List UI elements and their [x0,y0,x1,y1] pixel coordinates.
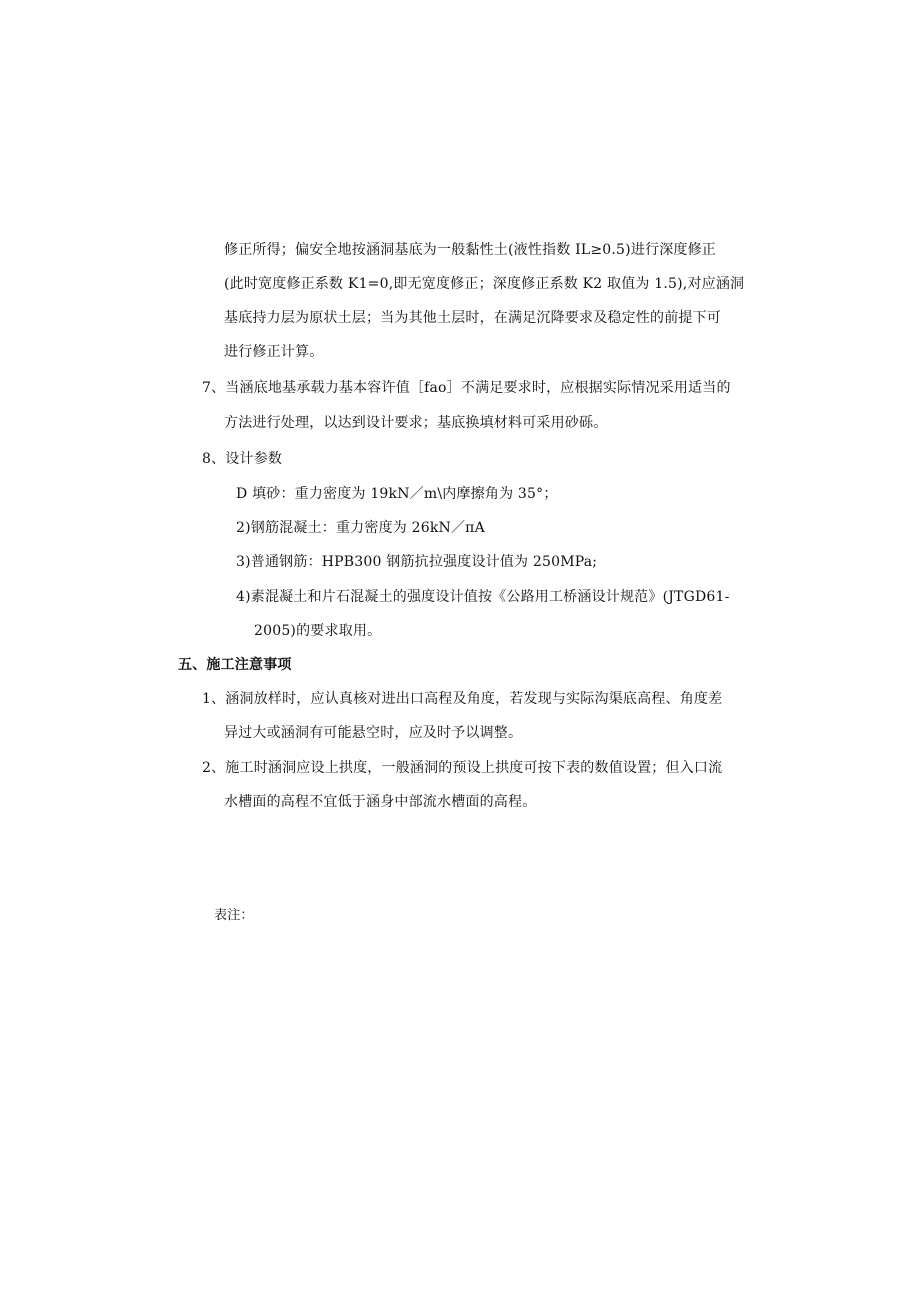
param-2: 2)钢筋混凝土：重力密度为 26kN／πA [236,520,485,536]
item6-line-2: (此时宽度修正系数 K1=0,即无宽度修正；深度修正系数 K2 取值为 1.5),对应涵洞 [224,276,745,292]
param-4-line-1: 4)素混凝土和片石混凝土的强度设计值按《公路用工桥涵设计规范》(JTGD61- [236,589,730,605]
s5-item2-line-2: 水槽面的高程不宜低于涵身中部流水槽面的高程。 [224,794,537,810]
s5-item1-line-1: 1、涵洞放样时，应认真核对进出口高程及角度，若发现与实际沟渠底高程、角度差 [202,691,723,707]
item7-line-2: 方法进行处理，以达到设计要求；基底换填材料可采用砂砾。 [224,415,608,431]
item7-line-1: 7、当涵底地基承载力基本容许值［fao］不满足要求时，应根据实际情况采用适当的 [202,380,731,396]
item6-line-3: 基底持力层为原状土层；当为其他土层时，在满足沉降要求及稳定性的前提下可 [224,310,721,326]
table-note-label: 表注： [214,908,254,923]
param-1: D 填砂：重力密度为 19kN／m\内摩擦角为 35°； [236,486,558,502]
param-3: 3)普通钢筋：HPB300 钢筋抗拉强度设计值为 250MPa; [236,554,598,570]
item6-line-1: 修正所得；偏安全地按涵洞基底为一般黏性土(液性指数 IL≥0.5)进行深度修正 [224,242,716,258]
item6-line-4: 进行修正计算。 [224,344,324,360]
section-5-heading: 五、施工注意事项 [178,657,292,673]
item8-title: 8、设计参数 [202,451,283,467]
param-4-line-2: 2005)的要求取用。 [254,623,382,639]
s5-item2-line-1: 2、施工时涵洞应设上拱度，一般涵洞的预设上拱度可按下表的数值设置；但入口流 [202,760,723,776]
s5-item1-line-2: 异过大或涵洞有可能悬空时，应及时予以调整。 [224,725,523,741]
